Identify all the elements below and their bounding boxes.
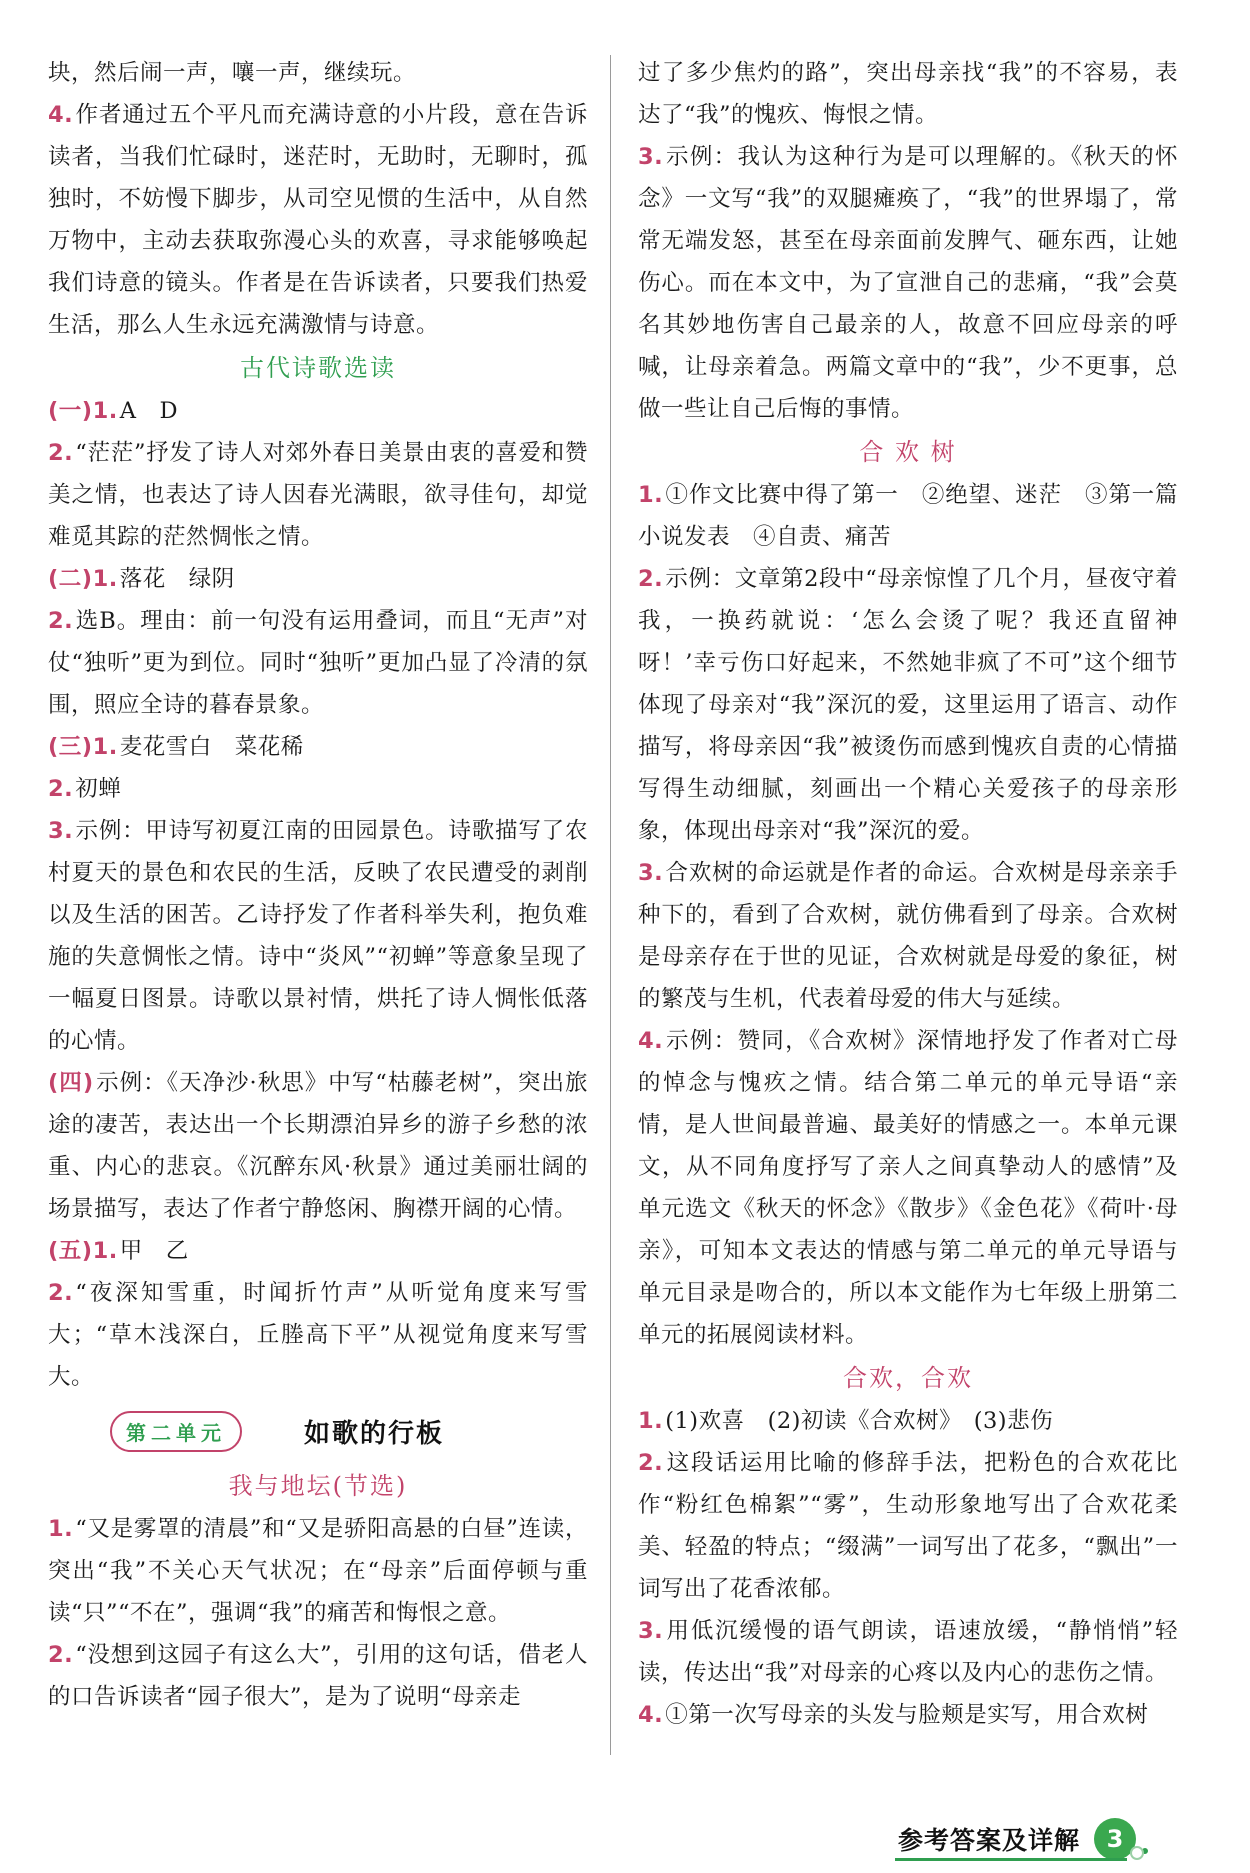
- answer-2-1: [48, 558, 588, 600]
- answer-number: 3.: [48, 818, 74, 844]
- answer-text: 作者通过五个平凡而充满诗意的小片段，意在告诉读者，当我们忙碌时，迷茫时，无助时，无聊时，孤独时，不妨慢下脚步，从司空见惯的生活中，从自然万物中，主动去获取弥漫心头的欢喜，寻求能够唤起我们诗意的镜头。作者是在告诉读者，只要我们热爱生活，那么人生永远充满激情与诗意。: [48, 102, 588, 338]
- answer-tree-3: [638, 852, 1178, 1020]
- answer-text: 甲 乙: [119, 1238, 189, 1264]
- answer-hehuan-3: [638, 1610, 1178, 1694]
- answer-hehuan-1: [638, 1400, 1178, 1442]
- right-column: [638, 52, 1178, 1736]
- answer-text: “又是雾罩的清晨”和“又是骄阳高悬的白昼”连读，突出“我”不关心天气状况；在“母亲”后面停顿与重读“只”“不在”，强调“我”的痛苦和悔恨之意。: [48, 1516, 588, 1626]
- paragraph: [638, 52, 1178, 136]
- unit-title: 如歌的行板: [304, 1418, 445, 1449]
- section-title-hehuanshu: 合 欢 树: [859, 438, 957, 466]
- answer-number: 1.: [638, 1408, 664, 1434]
- answer-text: 初蝉: [75, 776, 122, 802]
- answer-number: (五)1.: [48, 1238, 118, 1264]
- answer-number: 3.: [638, 144, 664, 170]
- answer-text: ①作文比赛中得了第一 ②绝望、迷茫 ③第一篇小说发表 ④自责、痛苦: [638, 482, 1178, 550]
- answer-text: 这段话运用比喻的修辞手法，把粉色的合欢花比作“粉红色棉絮”“雾”，生动形象地写出了合欢花柔美、轻盈的特点；“缀满”一词写出了花多，“飘出”一词写出了花香浓郁。: [638, 1450, 1178, 1602]
- section-title-ancient-poetry: 古代诗歌选读: [240, 354, 396, 382]
- column-divider: [610, 55, 611, 1755]
- answer-number: 2.: [48, 440, 74, 466]
- answer-text: (1)欢喜 (2)初读《合欢树》 (3)悲伤: [665, 1408, 1054, 1434]
- answer-hehuan-2: [638, 1442, 1178, 1610]
- answer-number: 1.: [638, 482, 664, 508]
- page-footer: [898, 1818, 1144, 1860]
- answer-number: 4.: [638, 1702, 664, 1728]
- page-number: 3: [1094, 1818, 1136, 1860]
- answer-number: 2.: [48, 776, 74, 802]
- answer-number: 2.: [48, 608, 74, 634]
- answer-tree-2: [638, 558, 1178, 852]
- answer-4: [48, 94, 588, 346]
- text: 块，然后闹一声，嚷一声，继续玩。: [48, 60, 417, 86]
- decor-ring-icon: [1130, 1846, 1144, 1860]
- answer-text: 落花 绿阴: [119, 566, 235, 592]
- answer-ditan-3: [638, 136, 1178, 430]
- answer-text: “夜深知雪重，时闻折竹声”从听觉角度来写雪大；“草木浅深白，丘塍高下平”从视觉角度来写雪大。: [48, 1280, 588, 1390]
- answer-text: 示例：我认为这种行为是可以理解的。《秋天的怀念》一文写“我”的双腿瘫痪了，“我”的世界塌了，常常无端发怒，甚至在母亲面前发脾气、砸东西，让她伤心。而在本文中，为了宣泄自己的悲痛，“我”会莫名其妙地伤害自己最亲的人，故意不回应母亲的呼喊，让母亲着急。两篇文章中的“我”，少不更事，总做一些让自己后悔的事情。: [638, 144, 1178, 422]
- answer-tree-4: [638, 1020, 1178, 1356]
- footer-underline: [895, 1858, 1127, 1861]
- answer-text: 用低沉缓慢的语气朗读，语速放缓，“静悄悄”轻读，传达出“我”对母亲的心疼以及内心的悲伤之情。: [638, 1618, 1178, 1686]
- answer-text: 示例：文章第2段中“母亲惊惶了几个月，昼夜守着我，一换药就说：‘怎么会烫了呢？我还直留神呀！’幸亏伤口好起来，不然她非疯了不可”这个细节体现了母亲对“我”深沉的爱，这里运用了语言、动作描写，将母亲因“我”被烫伤而感到愧疚自责的心情描写得生动细腻，刻画出一个精心关爱孩子的母亲形象，体现出母亲对“我”深沉的爱。: [638, 566, 1178, 844]
- answer-text: A D: [119, 398, 179, 424]
- answer-number: (二)1.: [48, 566, 118, 592]
- answer-number: (一)1.: [48, 398, 118, 424]
- answer-4-example: [48, 1062, 588, 1230]
- answer-number: 3.: [638, 1618, 664, 1644]
- answer-number: 2.: [48, 1642, 74, 1668]
- answer-ditan-1: [48, 1508, 588, 1634]
- answer-text: “茫茫”抒发了诗人对郊外春日美景由衷的喜爱和赞美之情，也表达了诗人因春光满眼，欲寻佳句，却觉难觅其踪的茫然惆怅之情。: [48, 440, 588, 550]
- answer-3-3: [48, 810, 588, 1062]
- answer-text: “没想到这园子有这么大”，引用的这句话，借老人的口告诉读者“园子很大”，是为了说明“母亲走: [48, 1642, 588, 1710]
- answer-number: (三)1.: [48, 734, 118, 760]
- answer-3-1: [48, 726, 588, 768]
- answer-1-2: [48, 432, 588, 558]
- answer-number: 2.: [48, 1280, 74, 1306]
- answer-text: 选B。理由：前一句没有运用叠词，而且“无声”对仗“独听”更为到位。同时“独听”更加凸显了冷清的氛围，照应全诗的暮春景象。: [48, 608, 588, 718]
- answer-number: 3.: [638, 860, 664, 886]
- answer-text: 示例：赞同，《合欢树》深情地抒发了作者对亡母的悼念与愧疚之情。结合第二单元的单元导语“亲情，是人世间最普遍、最美好的情感之一。本单元课文，从不同角度抒写了亲人之间真挚动人的感情”及单元选文《秋天的怀念》《散步》《金色花》《荷叶·母亲》，可知本文表达的情感与第二单元的单元导语与单元目录是吻合的，所以本文能作为七年级上册第二单元的拓展阅读材料。: [638, 1028, 1178, 1348]
- answer-number: 2.: [638, 566, 664, 592]
- answer-5-2: [48, 1272, 588, 1398]
- unit-header: [48, 1398, 588, 1464]
- section-title-hehuan: 合欢，合欢: [843, 1364, 973, 1392]
- answer-5-1: [48, 1230, 588, 1272]
- answer-text: 示例：《天净沙·秋思》中写“枯藤老树”，突出旅途的凄苦，表达出一个长期漂泊异乡的游子乡愁的浓重、内心的悲哀。《沉醉东风·秋景》通过美丽壮阔的场景描写，表达了作者宁静悠闲、胸襟开阔的心情。: [48, 1070, 588, 1222]
- answer-text: ①第一次写母亲的头发与脸颊是实写，用合欢树: [665, 1702, 1149, 1728]
- answer-number: 1.: [48, 1516, 74, 1542]
- unit-badge: 第二单元: [110, 1411, 242, 1452]
- paragraph: [48, 52, 588, 94]
- text: 过了多少焦灼的路”，突出母亲找“我”的不容易，表达了“我”的愧疚、悔恨之情。: [638, 60, 1178, 128]
- answer-1-1: [48, 390, 588, 432]
- left-column: [48, 52, 588, 1718]
- answer-3-2: [48, 768, 588, 810]
- footer-title: 参考答案及详解: [898, 1826, 1081, 1855]
- answer-number: 2.: [638, 1450, 664, 1476]
- answer-number: 4.: [48, 102, 74, 128]
- answer-number: (四): [48, 1070, 94, 1096]
- answer-2-2: [48, 600, 588, 726]
- answer-tree-1: [638, 474, 1178, 558]
- answer-number: 4.: [638, 1028, 664, 1054]
- section-title-ditan: 我与地坛(节选): [228, 1472, 408, 1500]
- answer-text: 示例：甲诗写初夏江南的田园景色。诗歌描写了农村夏天的景色和农民的生活，反映了农民遭受的剥削以及生活的困苦。乙诗抒发了作者科举失利，抱负难施的失意惆怅之情。诗中“炎风”“初蝉”等意象呈现了一幅夏日图景。诗歌以景衬情，烘托了诗人惆怅低落的心情。: [48, 818, 588, 1054]
- answer-ditan-2: [48, 1634, 588, 1718]
- answer-hehuan-4: [638, 1694, 1178, 1736]
- answer-text: 麦花雪白 菜花稀: [119, 734, 304, 760]
- answer-text: 合欢树的命运就是作者的命运。合欢树是母亲亲手种下的，看到了合欢树，就仿佛看到了母亲。合欢树是母亲存在于世的见证，合欢树就是母爱的象征，树的繁茂与生机，代表着母爱的伟大与延续。: [638, 860, 1178, 1012]
